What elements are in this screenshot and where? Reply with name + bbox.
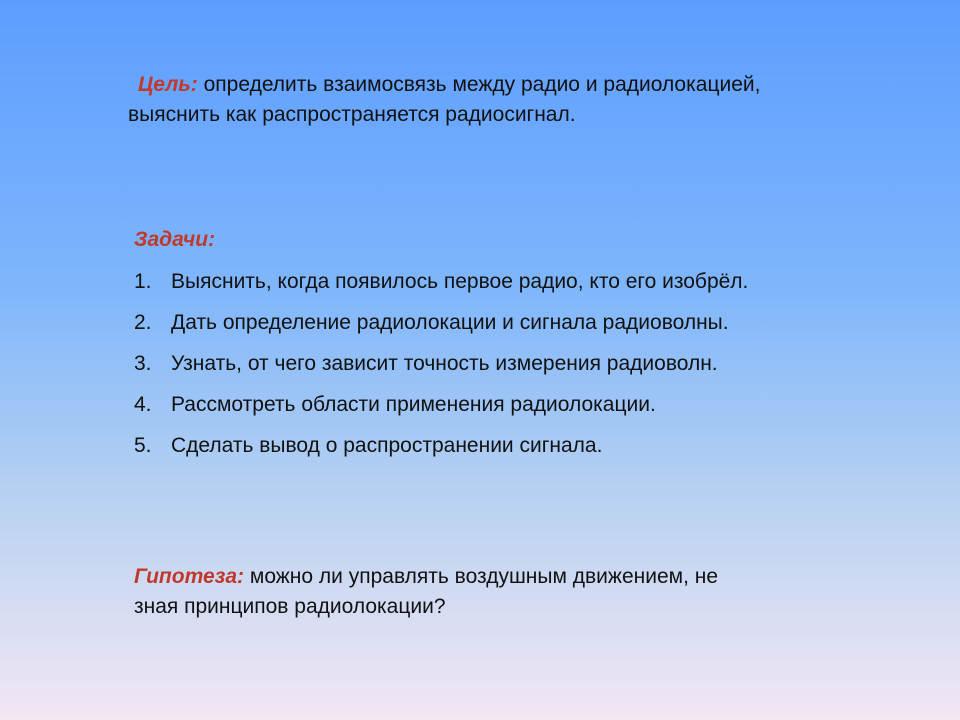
task-number: 1. <box>134 270 152 293</box>
hypothesis-text-2: зная принципов радиолокации? <box>134 595 446 618</box>
goal-text-2: выяснить как распространяется радиосигнал. <box>128 103 576 126</box>
task-item <box>134 349 874 390</box>
goal-text-1: определить взаимосвязь между радио и радиолокацией, <box>197 73 761 96</box>
task-list <box>134 267 874 472</box>
hypothesis-text-1: можно ли управлять воздушным движением, не <box>244 565 719 588</box>
goal-label: Цель: <box>138 73 198 96</box>
task-number: 5. <box>134 434 152 457</box>
task-number: 2. <box>134 311 152 334</box>
task-number: 4. <box>134 393 152 416</box>
tasks-block <box>134 225 874 472</box>
goal-block <box>128 70 868 130</box>
task-text: Узнать, от чего зависит точность измерения радиоволн. <box>171 352 718 375</box>
task-text: Сделать вывод о распространении сигнала. <box>171 434 603 457</box>
hypothesis-line-1 <box>134 562 834 592</box>
task-item <box>134 308 874 349</box>
hypothesis-label: Гипотеза: <box>134 565 245 588</box>
task-item <box>134 431 874 472</box>
goal-line-1 <box>128 70 868 100</box>
task-text: Рассмотреть области применения радиолокации. <box>171 393 656 416</box>
task-number: 3. <box>134 352 152 375</box>
task-item <box>134 390 874 431</box>
task-text: Дать определение радиолокации и сигнала радиоволны. <box>171 311 729 334</box>
task-text: Выяснить, когда появилось первое радио, кто его изобрёл. <box>171 270 749 293</box>
task-item <box>134 267 874 308</box>
hypothesis-block <box>134 562 834 622</box>
tasks-heading: Задачи: <box>134 228 216 251</box>
